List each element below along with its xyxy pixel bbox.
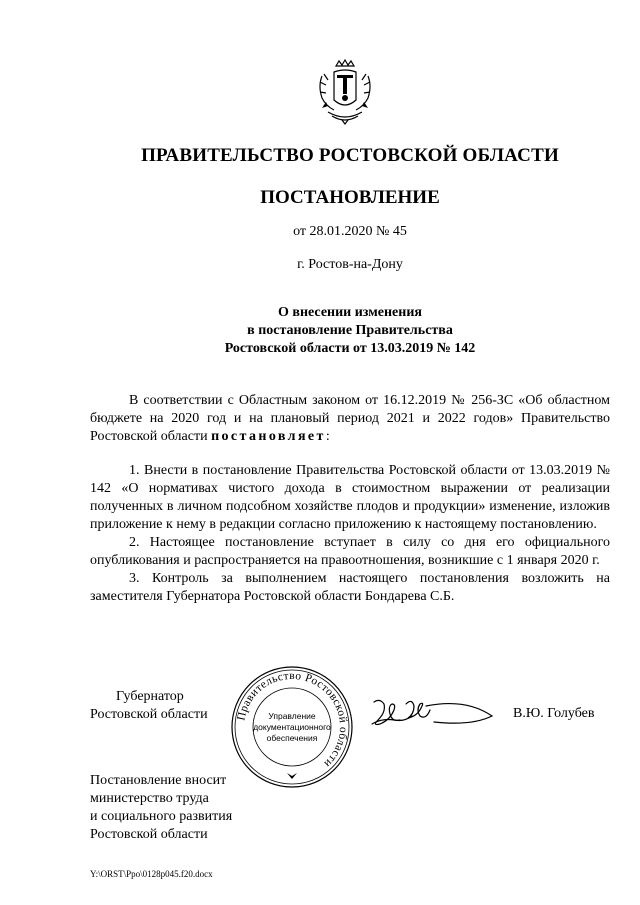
decree-item-1: 1. Внести в постановление Правительства Ростовской области от 13.03.2019 № 142 «О нормативах чистого дохода в стоимостном выражении от реализации полученных в личном подсобном хозяйстве плодов и продукции» изменение, изложив приложение к нему в редакции согласно приложению к настоящему постановлению.	[90, 463, 610, 532]
seal-inner-line: обеспечения	[266, 733, 318, 743]
preamble-text: В соответствии с Областным законом от 16.12.2019 № 256-ЗС «Об областном бюджете на 2020 год и на плановый период 2021 и 2022 годов» Правительство Ростовской области	[90, 393, 610, 444]
signer-position	[90, 688, 208, 724]
submitter-line: Постановление вносит	[90, 773, 227, 788]
subject-line: в постановление Правительства	[247, 323, 453, 338]
government-title: ПРАВИТЕЛЬСТВО РОСТОВСКОЙ ОБЛАСТИ	[141, 145, 559, 166]
preamble	[90, 392, 610, 446]
subject-line: О внесении изменения	[278, 305, 422, 320]
signer-name: В.Ю. Голубев	[513, 706, 595, 721]
submitter-line: и социального развития	[90, 809, 233, 824]
submitter-block	[90, 772, 232, 844]
signer-position-line: Ростовской области	[90, 707, 208, 722]
decree-item-3: 3. Контроль за выполнением настоящего постановления возложить на заместителя Губернатора Ростовской области Бондарева С.Б.	[90, 571, 610, 604]
coat-of-arms-icon	[314, 58, 376, 126]
submitter-line: Ростовской области	[90, 827, 208, 842]
preamble-colon: :	[325, 429, 330, 444]
document-subject	[80, 304, 620, 358]
document-city: г. Ростов-на-Дону	[297, 257, 403, 272]
subject-line: Ростовской области от 13.03.2019 № 142	[224, 341, 476, 356]
handwritten-signature-icon	[368, 694, 498, 738]
document-type: ПОСТАНОВЛЕНИЕ	[260, 187, 440, 208]
file-path: Y:\ORST\Ppo\0128p045.f20.docx	[90, 869, 213, 879]
stamp-seal-icon	[229, 664, 355, 790]
decree-item-2: 2. Настоящее постановление вступает в силу со дня его официального опубликования и распространяется на правоотношения, возникшие с 1 января 2020 г.	[90, 535, 610, 568]
seal-inner-line: Управление	[268, 711, 316, 721]
decree-word: постановляет	[211, 429, 326, 444]
document-date-number: от 28.01.2020 № 45	[293, 224, 407, 239]
decree-items	[90, 462, 610, 606]
seal-inner-line: документационного	[253, 722, 331, 732]
seal-ring-text: Правительство Ростовской области	[235, 669, 350, 770]
signer-position-line: Губернатор	[116, 689, 184, 704]
submitter-line: министерство труда	[90, 791, 209, 806]
